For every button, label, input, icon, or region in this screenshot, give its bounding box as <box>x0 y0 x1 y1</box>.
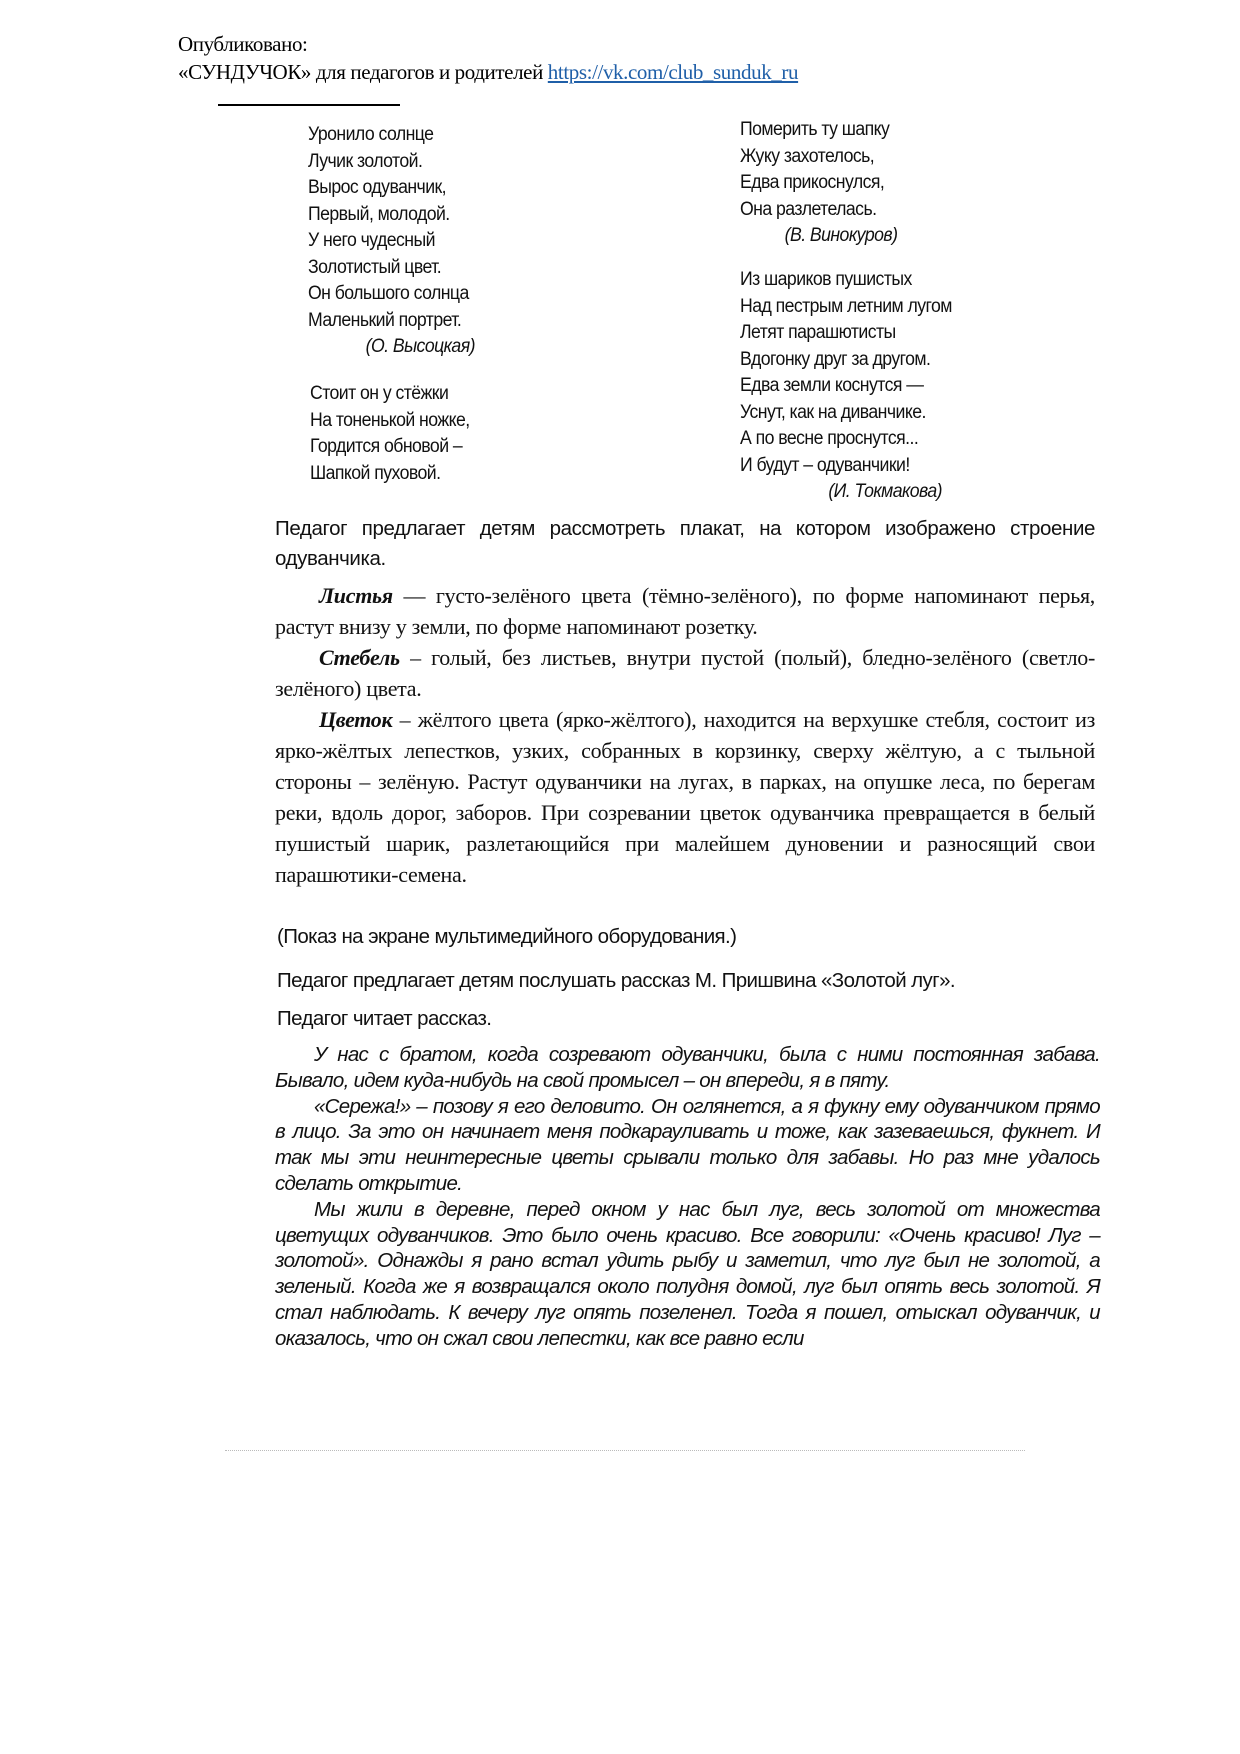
instruction-multimedia: (Показ на экране мультимедийного оборудования.) <box>277 925 737 948</box>
poem-line: На тоненькой ножке, <box>310 409 470 431</box>
publication-header <box>178 30 798 86</box>
stem-text: – голый, без листьев, внутри пустой (полый), бледно-зелёного (светло-зелёного) цвета. <box>275 645 1095 701</box>
poem-line: Померить ту шапку <box>740 119 890 140</box>
header-divider <box>218 104 400 106</box>
poem-author: (В. Винокуров) <box>784 225 898 246</box>
poem-line: Вдогонку друг за другом. <box>740 348 931 370</box>
poem-vinokurov <box>740 117 897 250</box>
intro-paragraph <box>275 514 1095 574</box>
dandelion-structure-description <box>275 580 1095 890</box>
poem-line: Жуку захотелось, <box>740 145 875 167</box>
description-leaves <box>275 580 1095 642</box>
poem-line: Над пестрым летним лугом <box>740 295 952 317</box>
source-link[interactable]: https://vk.com/club_sunduk_ru <box>547 60 799 84</box>
poem-line: Едва земли коснутся — <box>740 375 924 396</box>
description-flower <box>275 704 1095 890</box>
poem-line: Шапкой пуховой. <box>310 462 441 484</box>
intro-text: Педагог предлагает детям рассмотреть плакат, на котором изображено строение одуванчика. <box>275 517 1095 570</box>
term-flower: Цветок <box>319 707 393 732</box>
scan-noise-line <box>225 1450 1025 1453</box>
instruction-reads-story: Педагог читает рассказ. <box>277 1007 492 1030</box>
published-label: Опубликовано: <box>178 32 308 56</box>
poem-line: И будут – одуванчики! <box>740 454 910 476</box>
poem-line: А по весне проснутся... <box>740 428 919 449</box>
poem-tokmakova <box>740 267 952 506</box>
poem-line: Летят парашютисты <box>740 322 896 343</box>
poem-vysotskaya <box>308 122 475 361</box>
poem-line: Стоит он у стёжки <box>310 383 449 404</box>
story-paragraph: Мы жили в деревне, перед окном у нас был луг, весь золотой от множества цветущих одуванчиков. Это было очень красиво. Все говорили: «Очень красиво! Луг – золотой». Однажды я рано встал удить рыбу и заметил, что луг был не золотой, а зеленый. Когда же я возвращался около полудня домой, луг был опять весь золотой. Я стал наблюдать. К вечеру луг опять позеленел. Тогда я пошел, отыскал одуванчик, и оказалось, что он сжал свои лепестки, как все равно если <box>275 1197 1100 1350</box>
story-paragraph: «Сережа!» – позову я его деловито. Он оглянется, а я фукну ему одуванчиком прямо в лицо. За это он начинает меня подкарауливать и тоже, как зазеваешься, фукнет. И так мы эти неинтересные цветы срывали только для забавы. Но раз мне удалось сделать открытие. <box>275 1094 1100 1195</box>
term-stem: Стебель <box>319 645 400 670</box>
poem-line: Гордится обновой – <box>310 436 463 457</box>
description-stem <box>275 642 1095 704</box>
poem-line: Он большого солнца <box>308 283 469 304</box>
poem-line: Из шариков пушистых <box>740 269 912 290</box>
poem-line: Лучик золотой. <box>308 150 423 172</box>
flower-text: – жёлтого цвета (ярко-жёлтого), находится на верхушке стебля, состоит из ярко-жёлтых лепестков, узких, собранных в корзинку, сверху жёлтую, а с тыльной стороны – зелёную. Растут одуванчики на лугах, в парках, на опушке леса, по берегам реки, вдоль дорог, заборов. При созревании цветок одуванчика превращается в белый пушистый шарик, разлетающийся при малейшем дуновении и разносящий свои парашютики-семена. <box>275 707 1095 887</box>
story-paragraph: У нас с братом, когда созревают одуванчики, была с ними постоянная забава. Бывало, идем куда-нибудь на свой промысел – он впереди, я в пяту. <box>275 1043 1100 1092</box>
poem-author: (И. Токмакова) <box>828 481 942 502</box>
poem-line: Едва прикоснулся, <box>740 172 885 193</box>
poem-line: Она разлетелась. <box>740 198 877 220</box>
poem-line: Уронило солнце <box>308 124 434 145</box>
term-leaves: Листья <box>319 583 393 608</box>
poem-line: Вырос одуванчик, <box>308 177 447 198</box>
instruction-listen-story: Педагог предлагает детям послушать рассказ М. Пришвина «Золотой луг». <box>277 969 955 992</box>
poem-author: (О. Высоцкая) <box>365 336 475 357</box>
poem-line: Золотистый цвет. <box>308 256 442 278</box>
story-golden-meadow <box>275 1042 1100 1352</box>
source-text: «СУНДУЧОК» для педагогов и родителей <box>178 60 543 84</box>
poem-line: Первый, молодой. <box>308 203 450 225</box>
poem-line: У него чудесный <box>308 230 435 251</box>
poem-line: Уснут, как на диванчике. <box>740 401 926 423</box>
source-line <box>178 58 798 86</box>
poem-line: Маленький портрет. <box>308 309 462 331</box>
poem-stanza-stezhki <box>310 381 470 487</box>
leaves-text: — густо-зелёного цвета (тёмно-зелёного), по форме напоминают перья, растут внизу у земли, по форме напоминают розетку. <box>275 583 1095 639</box>
